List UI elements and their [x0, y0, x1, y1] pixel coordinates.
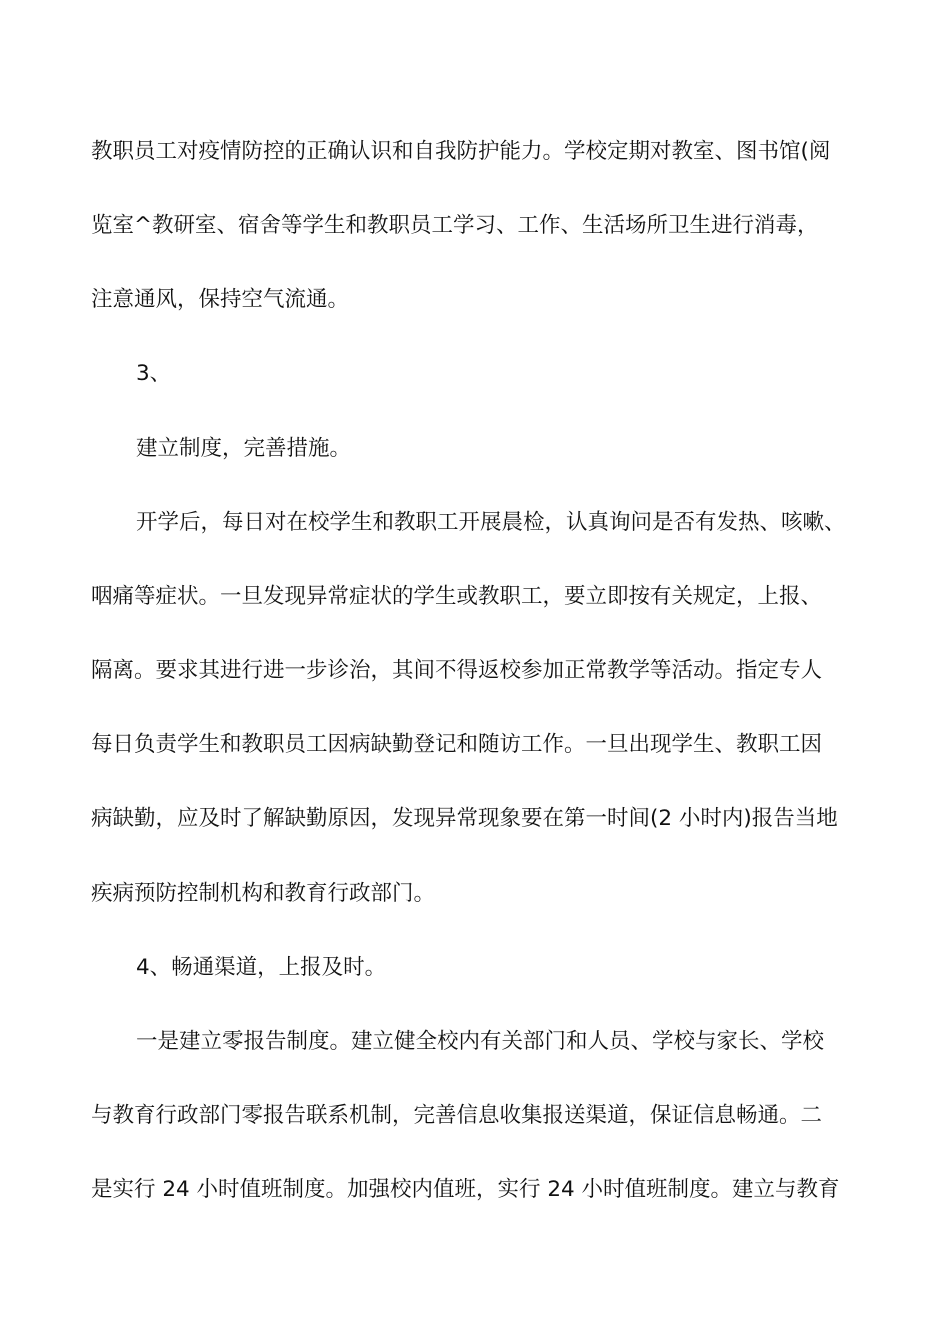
paragraph-line: 每日负责学生和教职员工因病缺勤登记和随访工作。一旦出现学生、教职工因 [91, 732, 823, 757]
section-heading: 建立制度，完善措施。 [136, 436, 352, 461]
paragraph-line: 教职员工对疫情防控的正确认识和自我防护能力。学校定期对教室、图书馆(阅 [91, 139, 831, 164]
section-number: 3、 [136, 361, 172, 386]
paragraph-line: 疾病预防控制机构和教育行政部门。 [91, 881, 436, 906]
paragraph-line: 览室^教研室、宿舍等学生和教职员工学习、工作、生活场所卫生进行消毒， [91, 213, 819, 238]
paragraph-line: 病缺勤，应及时了解缺勤原因，发现异常现象要在第一时间(2 小时内)报告当地 [91, 806, 838, 831]
paragraph-line: 咽痛等症状。一旦发现异常症状的学生或教职工，要立即按有关规定，上报、 [91, 584, 823, 609]
paragraph-line: 一是建立零报告制度。建立健全校内有关部门和人员、学校与家长、学校 [136, 1029, 825, 1054]
paragraph-line: 与教育行政部门零报告联系机制，完善信息收集报送渠道，保证信息畅通。二 [91, 1103, 823, 1128]
paragraph-line: 开学后，每日对在校学生和教职工开展晨检，认真询问是否有发热、咳嗽、 [136, 510, 846, 535]
section-heading: 4、畅通渠道，上报及时。 [136, 955, 387, 980]
paragraph-line: 隔离。要求其进行进一步诊治，其间不得返校参加正常教学等活动。指定专人 [91, 658, 823, 683]
paragraph-line: 是实行 24 小时值班制度。加强校内值班，实行 24 小时值班制度。建立与教育 [91, 1177, 840, 1202]
paragraph-line: 注意通风，保持空气流通。 [91, 287, 350, 312]
